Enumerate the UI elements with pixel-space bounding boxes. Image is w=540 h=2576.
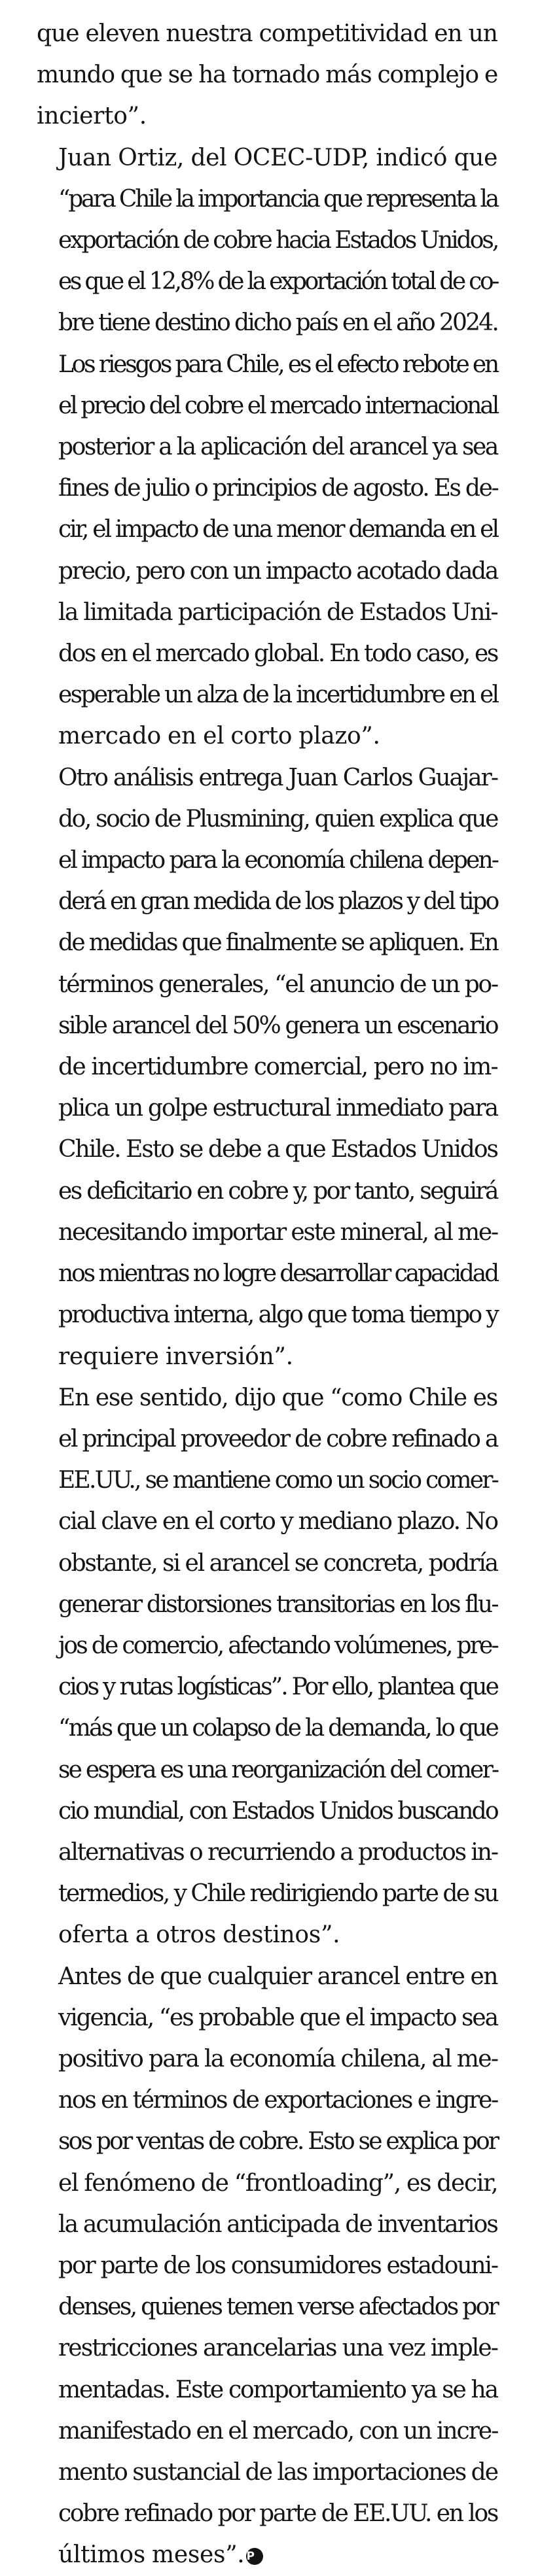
text-line: oferta a otros destinos”. xyxy=(58,1921,340,1949)
text-line: do, socio de Plusmining, quien explica que xyxy=(58,805,497,833)
text-line: Chile. Esto se debe a que Estados Unidos xyxy=(58,1136,497,1163)
text-line: cobre refinado por parte de EE.UU. en los xyxy=(58,2500,497,2528)
text-line: denses, quienes temen verse afectados por xyxy=(58,2293,498,2321)
article-paragraph xyxy=(37,1377,497,1956)
text-line: fines de julio o principios de agosto. Es de- xyxy=(58,475,498,502)
text-line: precio, pero con un impacto acotado dada xyxy=(58,557,498,585)
text-line: alternativas o recurriendo a productos in- xyxy=(58,1838,497,1866)
text-line: la acumulación anticipada de inventarios xyxy=(58,2210,497,2238)
text-line: necesitando importar este mineral, al me- xyxy=(58,1218,497,1246)
text-line: vigencia, “es probable que el impacto sea xyxy=(58,2004,497,2031)
text-line: mundo que se ha tornado más complejo e xyxy=(37,61,497,89)
text-line: exportación de cobre hacia Estados Unidos, xyxy=(58,227,498,254)
text-line: mercado en el corto plazo”. xyxy=(58,723,380,750)
text-line: la limitada participación de Estados Uni- xyxy=(58,598,497,626)
text-line: el precio del cobre el mercado internacional xyxy=(58,392,498,419)
text-line: dos en el mercado global. En todo caso, es xyxy=(58,640,497,668)
text-line: bre tiene destino dicho país en el año 2024. xyxy=(58,309,497,337)
text-line: el impacto para la economía chilena depen- xyxy=(58,847,497,874)
text-line-content: últimos meses”. xyxy=(58,2541,245,2569)
text-line: cios y rutas logísticas”. Por ello, plantea que xyxy=(58,1674,497,1701)
text-line: Juan Ortiz, del OCEC-UDP, indicó que xyxy=(58,144,497,171)
text-line: obstante, si el arancel se concreta, podría xyxy=(58,1549,497,1577)
text-line: nos en términos de exportaciones e ingre- xyxy=(58,2087,497,2114)
text-line: manifestado en el mercado, con un incre- xyxy=(58,2417,498,2445)
article-paragraph xyxy=(37,757,497,1377)
text-line: cir, el impacto de una menor demanda en el xyxy=(58,516,497,543)
text-line: incierto”. xyxy=(37,103,147,130)
text-line: esperable un alza de la incertidumbre en el xyxy=(58,681,498,709)
text-line: es que el 12,8% de la exportación total de co- xyxy=(58,268,497,296)
text-line: de incertidumbre comercial, pero no im- xyxy=(58,1054,497,1081)
text-line: cio mundial, con Estados Unidos buscando xyxy=(58,1797,497,1825)
text-line: positivo para la economía chilena, al me- xyxy=(58,2045,498,2072)
text-line: sos por ventas de cobre. Esto se explica por xyxy=(58,2128,498,2155)
article-paragraph xyxy=(37,137,497,757)
text-line: mento sustancial de las importaciones de xyxy=(58,2458,497,2486)
text-line: es deficitario en cobre y, por tanto, seguirá xyxy=(58,1177,497,1205)
text-line: termedios, y Chile redirigiendo parte de su xyxy=(58,1880,497,1908)
text-line: requiere inversión”. xyxy=(58,1343,293,1370)
text-line: términos generales, “el anuncio de un po- xyxy=(58,970,497,998)
text-line: EE.UU., se mantiene como un socio comer- xyxy=(58,1467,497,1494)
text-line: nos mientras no logre desarrollar capacidad xyxy=(58,1260,498,1288)
text-line: el principal proveedor de cobre refinado a xyxy=(58,1425,497,1452)
text-line: el fenómeno de “frontloading”, es decir, xyxy=(58,2169,498,2197)
text-line: Antes de que cualquier arancel entre en xyxy=(58,1963,497,1990)
text-line: “para Chile la importancia que representa la xyxy=(58,185,497,213)
text-line: Otro análisis entrega Juan Carlos Guajar- xyxy=(58,764,497,791)
text-line: se espera es una reorganización del comer- xyxy=(58,1756,498,1783)
text-line: plica un golpe estructural inmediato para xyxy=(58,1095,497,1122)
article-paragraph xyxy=(37,1956,497,2576)
text-line: “más que un colapso de la demanda, lo que xyxy=(58,1715,497,1742)
text-line: jos de comercio, afectando volúmenes, pre- xyxy=(58,1632,497,1659)
text-line: derá en gran medida de los plazos y del tipo xyxy=(58,888,498,916)
text-line: por parte de los consumidores estadouni- xyxy=(58,2252,497,2279)
text-line: restricciones arancelarias una vez imple- xyxy=(58,2335,497,2362)
end-of-article-icon: P xyxy=(246,2548,263,2565)
text-line xyxy=(37,2534,497,2575)
text-line: cial clave en el corto y mediano plazo. No xyxy=(58,1508,497,1536)
text-line: posterior a la aplicación del arancel ya sea xyxy=(58,434,497,461)
article-body xyxy=(37,13,497,2576)
article-paragraph xyxy=(37,13,497,137)
text-line: que eleven nuestra competitividad en un xyxy=(37,20,497,47)
text-line: productiva interna, algo que toma tiempo y xyxy=(58,1301,497,1329)
text-line: Los riesgos para Chile, es el efecto rebote en xyxy=(58,351,497,378)
text-line: sible arancel del 50% genera un escenario xyxy=(58,1012,497,1039)
text-line: En ese sentido, dijo que “como Chile es xyxy=(58,1384,497,1411)
text-line: generar distorsiones transitorias en los flu- xyxy=(58,1590,497,1618)
text-line: mentadas. Este comportamiento ya se ha xyxy=(58,2376,497,2403)
text-line: de medidas que finalmente se apliquen. En xyxy=(58,929,498,957)
